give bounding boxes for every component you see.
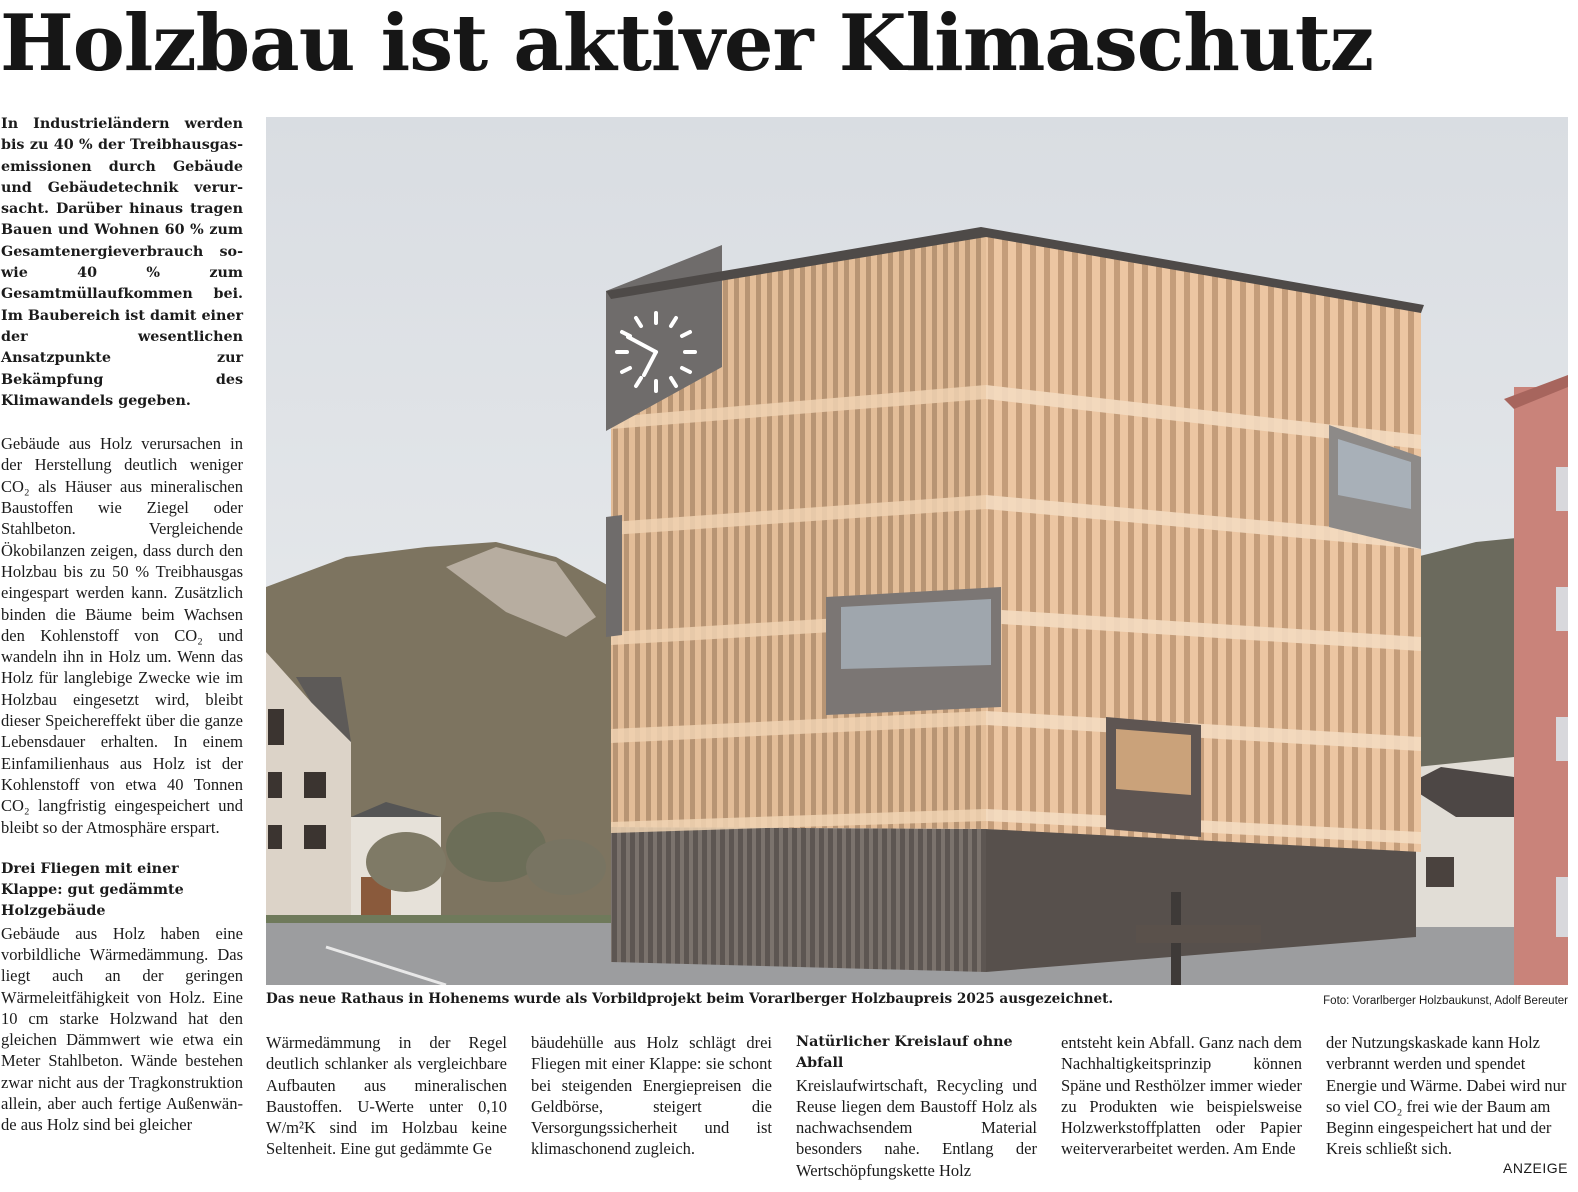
- ad-label: ANZEIGE: [1503, 1160, 1568, 1176]
- photo-credit: Foto: Vorarlberger Holzbaukunst, Adolf Bereuter: [1323, 995, 1568, 1007]
- left-column: [1, 114, 243, 1136]
- body-paragraph-7: der Nutzungskaskade kann Holz verbrannt werden und spendet Energie und Wärme. Dabei wird nur so viel CO₂ frei wie der Baum am Beginn eingespeichert hat und der Kreis schließt sich.: [1326, 1033, 1567, 1159]
- column-2: [266, 1032, 507, 1160]
- subhead-drei-fliegen: Drei Fliegen mit einer Klappe: gut gedämmte Holzgebäude: [1, 860, 184, 920]
- lead-paragraph: In Industrieländern werden bis zu 40 % der Treibhausgasemissionen durch Gebäude und Gebäudetechnik verursacht. Darüber hinaus tragen Bauen und Wohnen 60 % zum Gesamtenergieverbrauch sowie 40 % zum Gesamtmüllaufkommen bei. Im Baubereich ist damit einer der wesentlichen Ansatzpunkte zur Bekämpfung des Klimawandels gegeben.: [1, 116, 243, 409]
- column-5: [1061, 1032, 1302, 1160]
- body-paragraph-1: Gebäude aus Holz verursachen in der Herstellung deutlich weniger CO₂ als Häuser aus mineralischen Baustoffen wie Ziegel oder Stahlbeton. Vergleichende Ökobilanzen zeigen, dass durch den Holzbau bis zu 50 % Treibhausgas eingespart werden kann. Zusätzlich binden die Bäume beim Wachsen den Kohlenstoff von CO₂ und wandeln ihn in Holz um. Wenn das Holz für langlebige Zwecke wie im Holzbau eingesetzt wird, bleibt dieser Speichereffekt über die ganze Lebensdauer erhalten. In einem Einfamilienhaus aus Holz ist der Kohlenstoff von etwa 40 Tonnen CO₂ langfristig eingespeichert und bleibt so der Atmosphäre erspart.: [1, 434, 243, 837]
- column-3: [531, 1032, 772, 1160]
- subhead-kreislauf: Natürlicher Kreislauf ohne Abfall: [796, 1034, 1013, 1072]
- body-paragraph-5: Kreislaufwirtschaft, Recycling und Reuse liegen dem Baustoff Holz als nachwachsendem Material besonders nahe. Entlang der Wertschöpfungskette Holz: [796, 1075, 1037, 1180]
- body-paragraph-4: bäudehülle aus Holz schlägt drei Fliegen mit einer Klappe: sie schont bei steigenden Energiepreisen die Geldbörse, steigert die Versorgungssicherheit und ist klimaschonend zugleich.: [531, 1033, 772, 1159]
- headline: Holzbau ist aktiver Klimaschutz: [0, 0, 1374, 89]
- body-paragraph-6: entsteht kein Abfall. Ganz nach dem Nachhaltigkeitsprinzip können Späne und Resthölzer immer wieder zu Produkten wie beispielsweise Holzwerkstoffplatten oder Papier weiterverarbeitet werden. Am Ende: [1061, 1033, 1302, 1159]
- body-paragraph-2: Gebäude aus Holz haben eine vorbildliche Wärmedämmung. Das liegt auch an der geringen Wärmeleitfähigkeit von Holz. Eine 10 cm starke Holzwand hat den gleichen Dämmwert wie etwa ein Meter Stahlbeton. Wände bestehen zwar nicht aus der Tragkonstruktion allein, aber auch fertige Außenwände aus Holz sind bei gleicher: [1, 923, 243, 1135]
- column-4: [796, 1032, 1037, 1181]
- body-paragraph-3: Wärmedämmung in der Regel deutlich schlanker als vergleichbare Aufbauten aus mineralischen Baustoffen. U-Werte unter 0,10 W/m²K sind im Holzbau keine Seltenheit. Eine gut gedämmte Ge: [266, 1033, 507, 1159]
- photo-rathaus-hohenems: [266, 117, 1568, 985]
- column-6: [1326, 1032, 1568, 1160]
- photo-caption: Das neue Rathaus in Hohenems wurde als Vorbildprojekt beim Vorarlberger Holzbaupreis 2025 ausgezeichnet.: [266, 991, 1114, 1007]
- building-photo-illustration: [266, 117, 1568, 985]
